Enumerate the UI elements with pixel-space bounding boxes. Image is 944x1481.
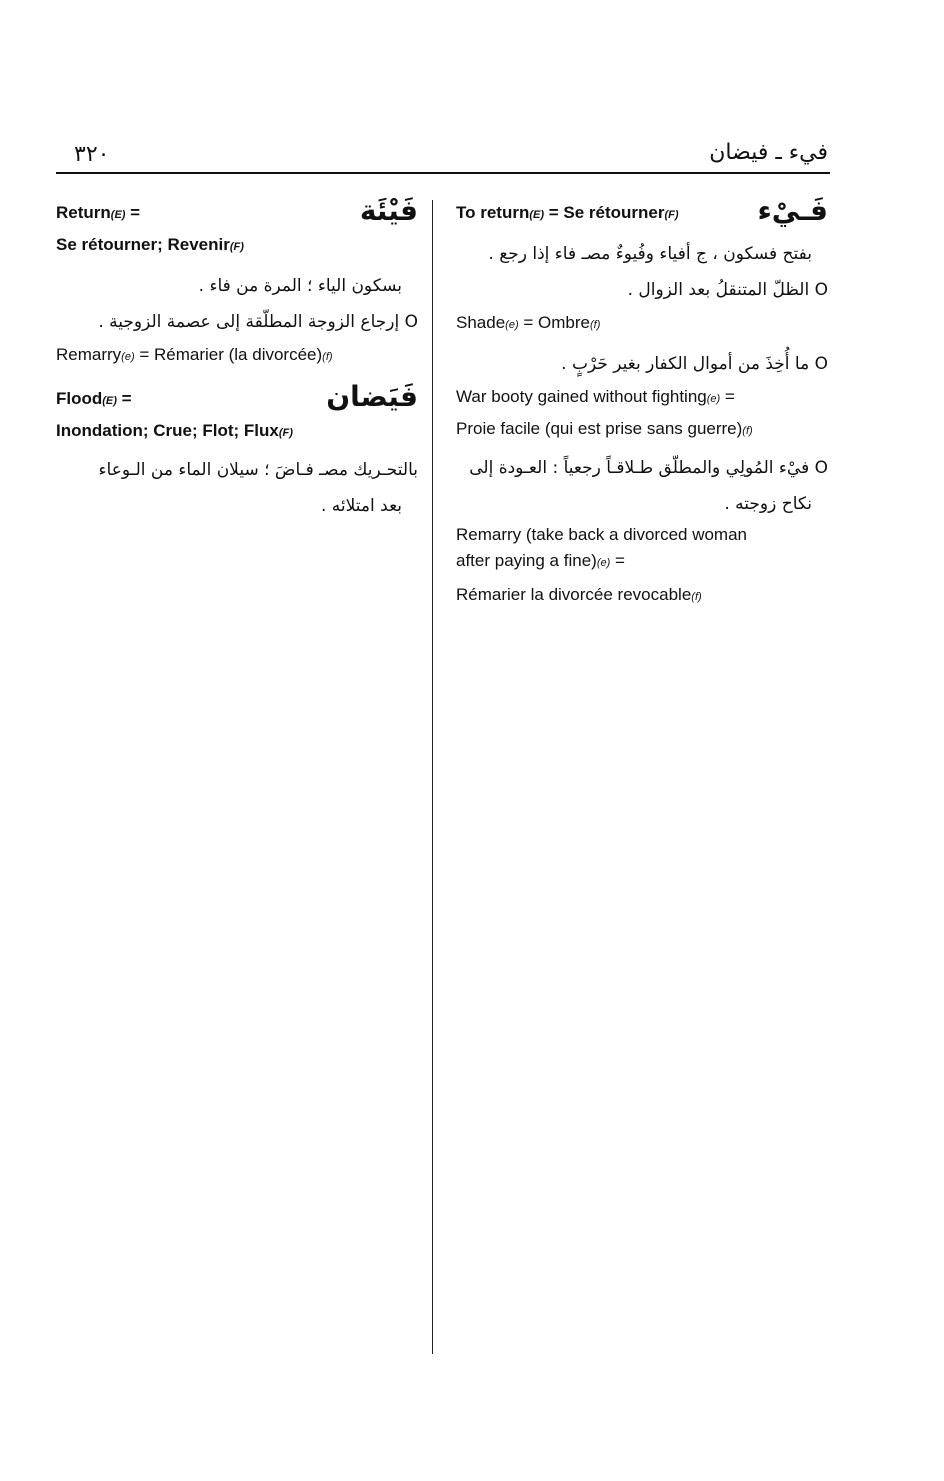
english-gloss: Return(E) = (56, 203, 141, 222)
headword: فَيْئَة (359, 194, 418, 227)
header-rule (56, 172, 830, 174)
sense2-gloss-french: Proie facile (qui est prise sans guerre)(f) (456, 419, 753, 438)
sense3-arabic: O فيْء المُولِي والمطلّق طـلاقـاً رجعياً : العـودة إلى (469, 458, 828, 478)
sense1-arabic: O الظلّ المتنقلُ بعد الزوال . (627, 280, 828, 300)
column-divider (432, 200, 433, 1354)
entry-fay (456, 194, 828, 612)
sense-arabic: O إرجاع الزوجة المطلّقة إلى عصمة الزوجية . (98, 312, 418, 332)
sense2-gloss: War booty gained without fighting(e) = (456, 387, 735, 406)
left-column (56, 194, 418, 524)
arabic-definition: بسكون الياء ؛ المرة من فاء . (198, 276, 402, 296)
sense-circle-icon: O (814, 280, 828, 300)
sense-circle-icon: O (814, 354, 828, 374)
sense3-gloss-french: Rémarier la divorcée revocable(f) (456, 585, 702, 604)
sense1-gloss: Shade(e) = Ombre(f) (456, 313, 601, 332)
english-gloss: Flood(E) = (56, 389, 132, 408)
sense3-gloss: Remarry (take back a divorced woman (456, 525, 748, 544)
headword: فَـيْء (757, 194, 828, 227)
french-gloss: Inondation; Crue; Flot; Flux(F) (56, 421, 293, 440)
right-column (456, 194, 828, 612)
english-gloss: To return(E) = Se rétourner(F) (456, 203, 679, 222)
sense-gloss: Remarry(e) = Rémarier (la divorcée)(f) (56, 345, 333, 364)
sense2-arabic: O ما أُخِذَ من أموال الكفار بغير حَرْبٍ . (561, 354, 828, 374)
french-gloss: Se rétourner; Revenir(F) (56, 235, 244, 254)
headword: فَيَضان (326, 380, 418, 413)
entry-fayah (56, 194, 418, 372)
page-header (56, 140, 828, 174)
sense-circle-icon: O (404, 312, 418, 332)
sense3-arabic-cont: نكاح زوجته . (724, 494, 812, 514)
running-header-title: فيء ـ فيضان (709, 140, 828, 165)
sense-circle-icon: O (814, 458, 828, 478)
arabic-definition: بالتحـريك مصـ فـاضَ ؛ سيلان الماء من الـوعاء (98, 460, 418, 480)
arabic-definition: بفتح فسكون ، ج أفياء وفُيوءٌ مصـ فاء إذا رجع . (488, 244, 812, 264)
sense3-gloss-cont: after paying a fine)(e) = (456, 551, 625, 570)
page-number: ٣٢٠ (74, 142, 110, 167)
entry-fayadan (56, 380, 418, 524)
arabic-definition-cont: بعد امتلائه . (320, 496, 402, 516)
